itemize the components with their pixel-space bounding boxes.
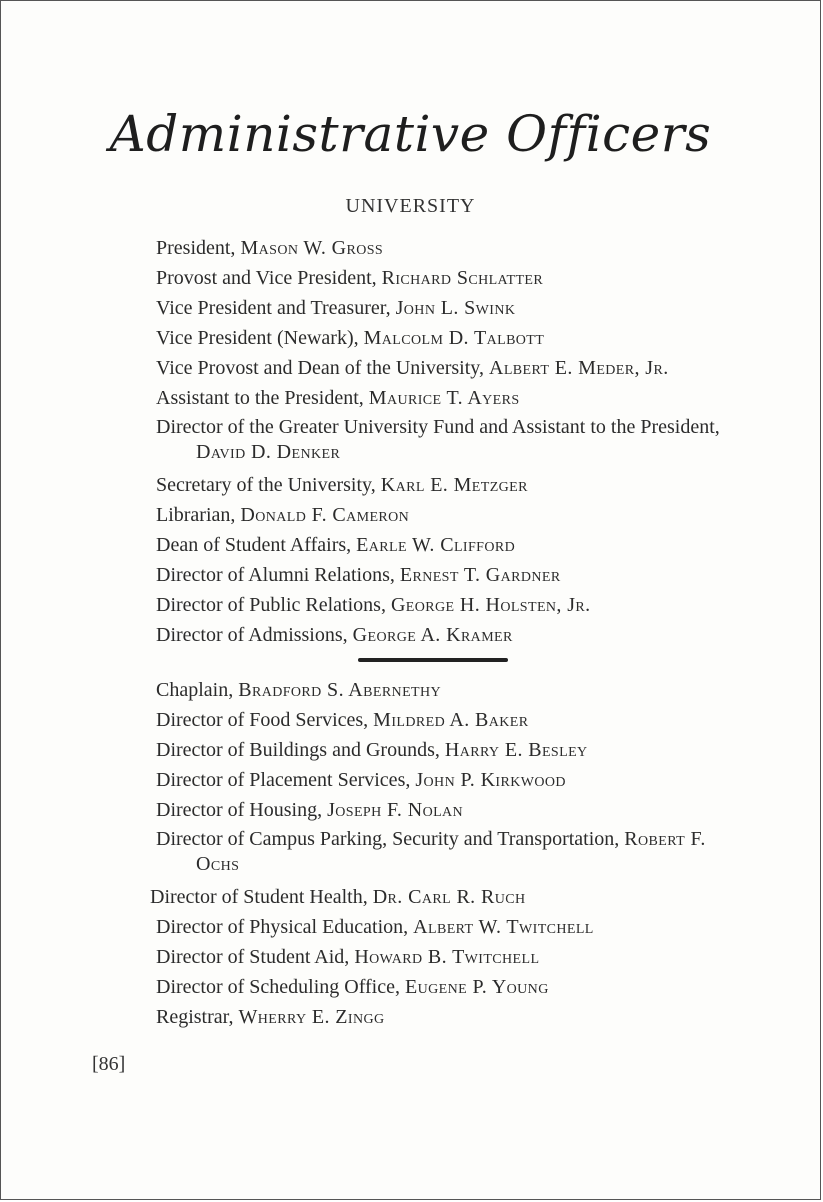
officer-role: Director of Student Health, — [150, 886, 373, 908]
officer-list-services — [150, 675, 736, 1032]
officer-entry — [156, 353, 736, 383]
officer-role: Director of Scheduling Office, — [156, 976, 405, 998]
officer-name: Karl E. Metzger — [380, 474, 528, 496]
officer-name: Donald F. Cameron — [240, 504, 410, 526]
officer-entry — [156, 705, 736, 735]
officer-role: Provost and Vice President, — [156, 267, 382, 289]
officer-role: Vice President and Treasurer, — [156, 297, 396, 319]
officer-role: Director of Admissions, — [156, 624, 353, 646]
officer-role: Director of Buildings and Grounds, — [156, 739, 445, 761]
officer-name: Albert E. Meder, Jr. — [488, 357, 669, 379]
page-title: Administrative Officers — [109, 105, 712, 163]
officer-name: Earle W. Clifford — [356, 534, 516, 556]
officer-role: Dean of Student Affairs, — [156, 534, 357, 556]
officer-entry — [156, 735, 736, 765]
officer-name: Maurice T. Ayers — [368, 387, 520, 409]
officer-name: David D. Denker — [196, 441, 341, 463]
officer-role: Chaplain, — [156, 679, 239, 701]
officer-name: Mason W. Gross — [240, 237, 384, 259]
officer-role: Director of Food Services, — [156, 709, 374, 731]
officer-role: Assistant to the President, — [156, 387, 369, 409]
officer-role: Director of Physical Education, — [156, 916, 414, 938]
officer-entry — [156, 827, 736, 877]
officer-entry — [156, 590, 736, 620]
officer-name: Albert W. Twitchell — [413, 916, 594, 938]
officer-name: Malcolm D. Talbott — [363, 327, 545, 349]
section-heading: UNIVERSITY — [345, 195, 476, 217]
officer-role: Director of Campus Parking, Security and Transportation, — [156, 828, 625, 850]
officer-entry — [156, 500, 736, 530]
officer-entry — [150, 882, 736, 912]
officer-role: Director of Alumni Relations, — [156, 564, 400, 586]
officer-entry — [156, 1002, 736, 1032]
officer-entry — [156, 233, 736, 263]
officer-entry — [156, 675, 736, 705]
officer-entry — [156, 323, 736, 353]
officer-name: Richard Schlatter — [381, 267, 544, 289]
officer-role: President, — [156, 237, 241, 259]
officer-name: John P. Kirkwood — [415, 769, 566, 791]
officer-name: Robert F. Ochs — [196, 828, 706, 875]
officer-entry — [156, 942, 736, 972]
page-number: [86] — [92, 1053, 126, 1075]
officer-name: Ernest T. Gardner — [399, 564, 561, 586]
officer-entry — [156, 470, 736, 500]
officer-entry — [156, 972, 736, 1002]
officer-role: Vice Provost and Dean of the University, — [156, 357, 489, 379]
officer-name: Bradford S. Abernethy — [238, 679, 441, 701]
officer-entry — [156, 293, 736, 323]
officer-name: Eugene P. Young — [405, 976, 549, 998]
officer-entry — [156, 383, 736, 413]
officer-name: Dr. Carl R. Ruch — [372, 886, 526, 908]
officer-name: George A. Kramer — [352, 624, 513, 646]
officer-role: Registrar, — [156, 1006, 239, 1028]
officer-entry — [156, 765, 736, 795]
officer-name: George H. Holsten, Jr. — [390, 594, 591, 616]
officer-entry — [156, 263, 736, 293]
officer-name: Wherry E. Zingg — [238, 1006, 385, 1028]
officer-entry — [156, 415, 736, 465]
officer-entry — [156, 912, 736, 942]
officer-role: Librarian, — [156, 504, 241, 526]
officer-role: Director of Student Aid, — [156, 946, 355, 968]
officer-entry — [156, 795, 736, 825]
officer-entry — [156, 530, 736, 560]
officer-role: Director of Placement Services, — [156, 769, 416, 791]
officer-role: Director of Housing, — [156, 799, 328, 821]
section-divider — [358, 658, 508, 662]
officer-name: Mildred A. Baker — [373, 709, 529, 731]
officer-role: Vice President (Newark), — [156, 327, 364, 349]
officer-role: Director of the Greater University Fund and Assistant to the President, — [156, 416, 720, 438]
officer-list-university — [156, 233, 736, 650]
officer-entry — [156, 560, 736, 590]
officer-name: John L. Swink — [395, 297, 516, 319]
officer-role: Secretary of the University, — [156, 474, 381, 496]
officer-entry — [156, 620, 736, 650]
officer-name: Harry E. Besley — [444, 739, 588, 761]
officer-name: Joseph F. Nolan — [327, 799, 464, 821]
officer-name: Howard B. Twitchell — [354, 946, 540, 968]
officer-role: Director of Public Relations, — [156, 594, 391, 616]
